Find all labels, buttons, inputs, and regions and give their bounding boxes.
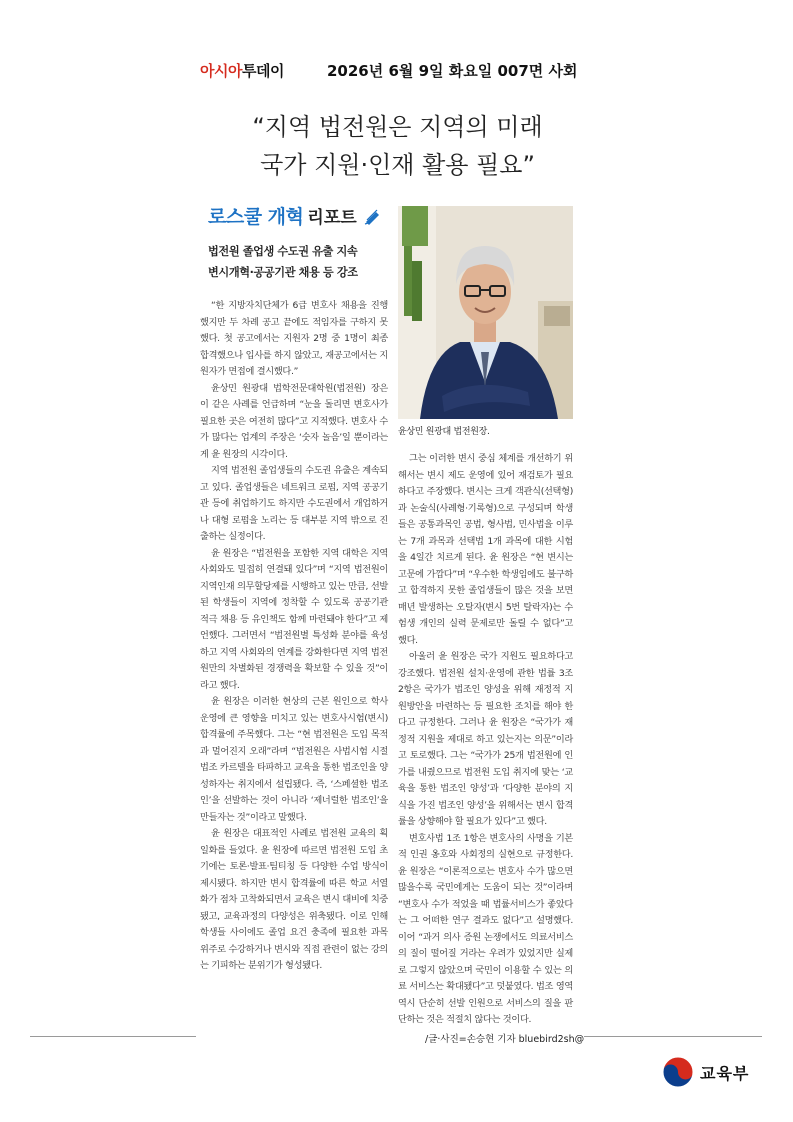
subhead-line-2: 변시개혁·공공기관 채용 등 강조 <box>208 266 358 279</box>
byline: /글·사진=손승현 기자 bluebird2sh@ <box>425 1034 585 1045</box>
article-paragraph: 변호사법 1조 1항은 변호사의 사명을 기본적 인권 옹호와 사회정의 실현으로 규정한다. 윤 원장은 “이론적으로는 변호사 수가 많으면 많을수록 국민에게는 도움이 되는 것”이라며 “변호사 수가 적었을 때 법률서비스가 좋았다는 그 어떠한 연구 결과도 없다”고 설명했다. 이어 “과거 의사 증원 논쟁에서도 의료서비스의 질이 떨어질 거라는 우려가 있었지만 실제로 그렇지 않았으며 국민이 이용할 수 있는 의료 서비스는 확대됐다”고 덧붙였다. 법조 영역 역시 단순히 선발 인원으로 서비스의 질을 판단하는 것은 적절치 않다는 것이다. <box>398 832 573 1025</box>
article-paragraph: “한 지방자치단체가 6급 변호사 채용을 진행했지만 두 차례 공고 끝에도 적임자를 구하지 못했다. 첫 공고에서는 지원자 2명 중 1명이 최종 합격했으나 입사를 하지 않았고, 재공고에서는 지원자가 면접에 결시했다.” <box>200 300 388 377</box>
headline <box>120 108 675 184</box>
article-paragraph: 윤 원장은 대표적인 사례로 법전원 교육의 획일화를 들었다. 윤 원장에 따르면 법전원 도입 초기에는 토론·발표·팀티칭 등 다양한 수업 방식이 제시됐다. 하지만 변시 합격률에 따른 학교 서열화가 점차 고착화되면서 교육은 변시 대비에 치중됐고, 교육과정의 다양성은 위축됐다. 이로 인해 학생들 사이에도 졸업 요건 충족에 필요한 과목 위주로 수강하거나 변시와 직접 관련이 없는 강의는 기피하는 분위기가 형성됐다. <box>200 828 388 971</box>
photo-caption: 윤상민 원광대 법전원장. <box>398 427 490 437</box>
article-column-right <box>398 451 573 1029</box>
logo-suffix: 투데이 <box>241 62 284 80</box>
masthead <box>200 54 600 84</box>
series-name: 리포트 <box>307 208 357 228</box>
article-paragraph: 그는 이러한 변시 중심 체계를 개선하기 위해서는 변시 제도 운영에 있어 재검토가 필요하다고 주장했다. 변시는 크게 객관식(선택형)과 논술식(사례형·기록형)으로 구성되며 학생들은 공통과목인 공법, 형사법, 민사법을 이루는 7개 과목과 선택법 1개 과목에 대한 시험을 4일간 치르게 된다. 윤 원장은 “현 변시는 고문에 가깝다”며 “우수한 학생임에도 불구하고 합격하지 못한 졸업생들이 많은 것을 보면 매년 발생하는 오탈자(변시 5번 탈락자)는 수험생 개인의 실력 문제로만 돌릴 수 없다”고 했다. <box>398 453 573 646</box>
dateline: 2026년 6월 9일 화요일 007면 사회 <box>327 62 578 80</box>
headline-line-1: “지역 법전원은 지역의 미래 <box>252 113 543 141</box>
headline-line-2: 국가 지원·인재 활용 필요” <box>260 151 535 179</box>
series-banner <box>208 202 382 230</box>
article-paragraph: 지역 법전원 졸업생들의 수도권 유출은 계속되고 있다. 졸업생들은 네트워크 로펌, 지역 공공기관 등에 취업하기도 하지만 수도권에서 개업하거나 대형 로펌을 노리는 등 대부분 지역 밖으로 진출하는 실정이다. <box>200 465 388 542</box>
article-paragraph: 윤 원장은 이러한 현상의 근본 원인으로 학사 운영에 큰 영향을 미치고 있는 변호사시험(변시) 합격률에 주목했다. 그는 “현 법전원은 도입 목적과 멀어진지 오래”라며 “법전원은 사법시험 시절 법조 카르텔을 타파하고 교육을 통한 법조인을 양성하자는 취지에서 설립됐다. 즉, ‘스페셜한 법조인’을 선발하는 것이 아니라 ‘제너럴한 법조인’을 만들자는 것”이라고 말했다. <box>200 696 388 823</box>
pen-icon <box>364 209 382 229</box>
newspaper-logo[interactable] <box>200 60 284 81</box>
divider-left <box>30 1036 196 1037</box>
divider-right <box>584 1036 762 1037</box>
article-paragraph: 윤 원장은 “법전원을 포함한 지역 대학은 지역 사회와도 밀접히 연결돼 있다”며 “지역 법전원이 지역인재 의무할당제를 시행하고 있는 만큼, 선발된 학생들이 지역에 정착할 수 있도록 공공기관 적극 채용 등 유인책도 함께 마련돼야 한다”고 제언했다. 그러면서 “법전원별 특성화 분야를 육성하고 지역 사회와의 연계를 강화한다면 지역 법전원만의 차별화된 경쟁력을 확보할 수 있을 것”이라고 했다. <box>200 547 388 691</box>
ministry-footer <box>656 1054 766 1090</box>
taegeuk-emblem-icon <box>660 1054 696 1094</box>
portrait-photo <box>398 206 573 419</box>
series-name-accent: 로스쿨 개혁 <box>208 206 304 228</box>
subhead-line-1: 법전원 졸업생 수도권 유출 지속 <box>208 245 358 258</box>
subheadline <box>208 241 388 283</box>
article-paragraph: 아울러 윤 원장은 국가 지원도 필요하다고 강조했다. 법전원 설치·운영에 관한 법률 3조 2항은 국가가 법조인 양성을 위해 재정적 지원방안을 마련하는 등 필요한 조치를 해야 한다고 규정한다. 그러나 윤 원장은 “국가가 재정적 지원을 제대로 하고 있는지는 의문”이라고 토로했다. 그는 “국가가 25개 법전원에 인가를 내줬으므로 법전원 도입 취지에 맞는 ‘교육을 통한 법조인 양성’과 ‘다양한 분야의 지식을 가진 법조인 양성’을 위해서는 변시 합격률을 상향해야 할 필요가 있다”고 했다. <box>398 651 573 827</box>
article-column-left <box>200 298 388 975</box>
ministry-name: 교육부 <box>700 1064 750 1083</box>
article-paragraph: 윤상민 원광대 법학전문대학원(법전원) 장은 이 같은 사례를 언급하며 “눈을 돌리면 변호사가 필요한 곳은 여전히 많다”고 지적했다. 변호사 수가 많다는 업계의 주장은 ‘숫자 놀음’일 뿐이라는 게 윤 원장의 시각이다. <box>200 382 388 460</box>
logo-prefix: 아시아 <box>200 62 242 80</box>
